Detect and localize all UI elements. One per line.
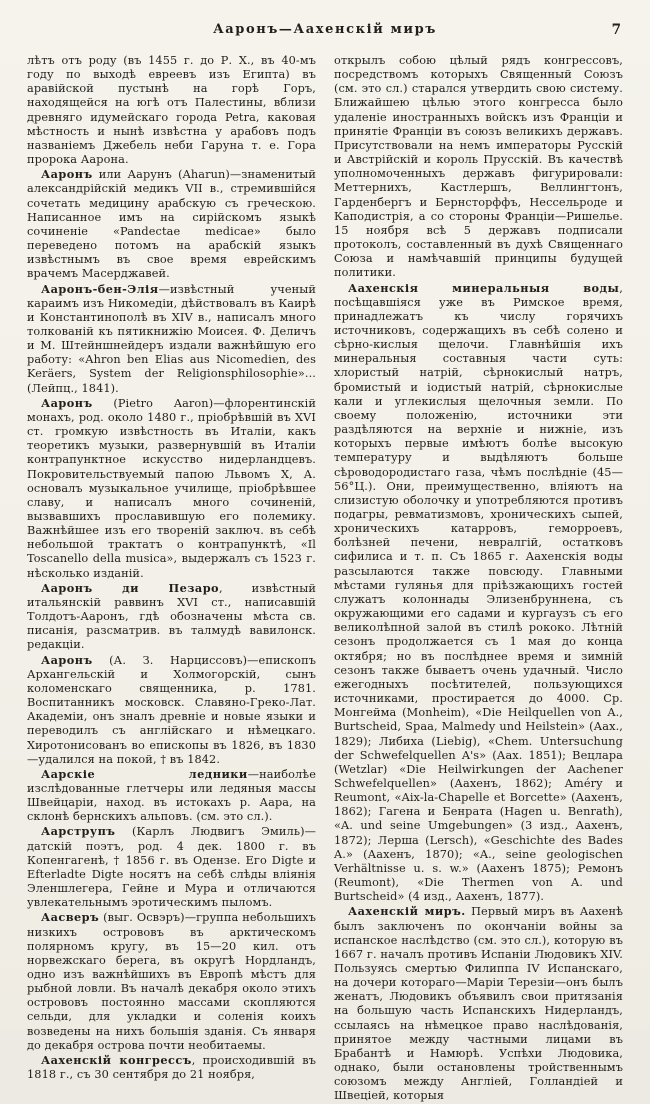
entry-paragraph: Аахенскія минеральныя воды, посѣщавшіяся уже въ Римское время, принадлежатъ къ числу горячихъ источниковъ, содержащихъ въ себѣ солено и сѣрно-кислыя щелочи. Главнѣйшія ихъ минеральныя составныя части суть: хлористый натрій, сѣрнокислый натръ, бромистый и іодистый натрій, сѣрнокислые кали и углекислыя щелочныя земли. По своему положенію, источники эти раздѣляются на верхніе и нижніе, изъ которыхъ первые имѣютъ болѣе высокую температуру и выдѣляютъ больше сѣроводородистаго газа, чѣмъ послѣдніе (45—56°Ц.). Они, преимущественно, вліяютъ на слизистую оболочку и употребляются противъ подагры, ревматизмовъ, хроническихъ сыпей, хроническихъ катарровъ, геморроевъ, болѣзней печени, невралгій, остатковъ сифилиса и т. п. Съ 1865 г. Аахенскія воды разсылаются также повсюду. Главными мѣстами гулянья для пріѣзжающихъ гостей служатъ колоннады Элизенбруннена, съ окружающими его садами и кургаузъ съ его великолѣпной залой въ стилѣ рококо. Лѣтній сезонъ продолжается съ 1 мая до конца октября; но въ послѣднее время и зимній сезонъ также бываетъ очень удачный. Число ежегодныхъ посѣтителей, пользующихся источниками, простирается до 4000. Ср. Монгейма (Monheim), «Die Heilquellen von A., Burtscheid, Spaa, Malmedy und Heilstein» (Аах., 1829); Либиха (Liebig), «Chem. Untersuchung der Schwefelquellen A's» (Аах. 1851); Вецлара (Wetzlar) «Die Heilwirkungen der Aachener Schwefelquellen» (Аахенъ, 1862); Améry и Reumont, «Aix-la-Chapelle et Borcette» (Аахенъ, 1862); Гагена и Бенрата (Hagen u. Benrath), «A. und seine Umgebungen» (3 изд., Аахенъ, 1872); Лерша (Lersch), «Geschichte des Bades A.» (Аахенъ, 1870); «A., seine geologischen Verhältnisse u. s. w.» (Аахенъ 1875); Ремонъ (Reumont), «Die Thermen von A. und Burtscheid» (4 изд., Аахенъ, 1877). [334, 280, 623, 904]
continuation-paragraph: лѣтъ отъ роду (въ 1455 г. до Р. Х., въ 40-мъ году по выходѣ евреевъ изъ Египта) въ аравійской пустынѣ на горѣ Горъ, находящейся на югѣ отъ Палестины, вблизи древняго идумейскаго города Petra, каковая мѣстность и нынѣ извѣстна у арабовъ подъ названіемъ Джебель неби Гаруна т. е. Гора пророка Аарона. [27, 54, 316, 167]
entry-paragraph: Ааронъ (А. З. Нарциссовъ)—епископъ Архангельскій и Холмогорскій, сынъ коломенскаго священника, р. 1781. Воспитанникъ московск. Славяно-Греко-Лат. Академіи, онъ зналъ древніе и новые языки и переводилъ съ англійскаго и нѣмецкаго. Хиротонисованъ во епископы въ 1826, въ 1830—удалился на покой, † въ 1842. [27, 652, 316, 766]
entry-headword: Аасверъ [41, 910, 100, 925]
entry-paragraph: Аахенскій миръ. Первый миръ въ Аахенѣ былъ заключенъ по окончаніи войны за испанское наслѣдство (см. это сл.), которую въ 1667 г. началъ противъ Испаніи Людовикъ XIV. Пользуясь смертью Филиппа IV Испанскаго, на дочери котораго—Маріи Терезіи—онъ былъ женатъ, Людовикъ объявилъ свои притязанія на большую часть Испанскихъ Нидерландъ, ссылаясь на нѣмецкое право наслѣдованія, принятое между частными лицами въ Брабантѣ и Намюрѣ. Успѣхи Людовика, однако, были остановлены тройственнымъ союзомъ между Англіей, Голландіей и Швеціей, которыя [334, 904, 624, 1103]
entry-headword: Аарскіе ледники [41, 766, 248, 781]
entry-headword: Ааронъ [41, 395, 93, 410]
entry-headword: Аахенскія минеральныя воды [348, 280, 620, 295]
entry-paragraph: Ааронъ-бен-Элія—извѣстный ученый караимъ изъ Никомедіи, дѣйствовалъ въ Каирѣ и Константинополѣ въ XIV в., написалъ много толкованій къ пятикнижію Моисея. Ф. Деличъ и М. Штейншнейдеръ издали важнѣйшую его работу: «Ahron ben Elias aus Nicomedien, des Keräers, System der Religionsphilosophie»... (Лейпц., 1841). [27, 281, 316, 395]
continuation-paragraph: открылъ собою цѣлый рядъ конгрессовъ, посредствомъ которыхъ Священный Союзъ (см. это сл.) старался утвердить свою систему. Ближайшею цѣлью этого конгресса было удаленіе иностранныхъ войскъ изъ Франціи и принятіе Франціи въ союзъ великихъ державъ. Присутствовали на немъ императоры Русскій и Австрійскій и король Прусскій. Въ качествѣ уполномоченныхъ державъ фигурировали: Меттернихъ, Кастлершъ, Веллингтонъ, Гарденбергъ и Бернсторффъ, Нессельроде и Каподистрія, а со стороны Франціи—Ришелье. 15 ноября всѣ 5 державъ подписали протоколъ, составленный въ духѣ Священнаго Союза и намѣчавшій принципы будущей политики. [334, 54, 623, 280]
right-column [334, 54, 623, 1104]
entry-paragraph: Ааронъ или Аарунъ (Aharun)—знаменитый александрійскій медикъ VII в., стремившійся сочетать медицину арабскую съ греческою. Написанное имъ на сирійскомъ языкѣ сочиненіе «Pandectae medicae» было переведено потомъ на арабскій языкъ извѣстнымъ въ свое время еврейскимъ врачемъ Масерджавей. [27, 167, 316, 281]
left-column [27, 54, 316, 1104]
entry-headword: Аахенскій миръ. [348, 904, 466, 919]
running-head [27, 22, 623, 42]
entry-paragraph: Аарскіе ледники—наиболѣе изслѣдованные глетчеры или ледяныя массы Швейцаріи, наход. въ истокахъ р. Аара, на склонѣ бернскихъ альповъ. (см. это сл.). [27, 766, 316, 824]
entry-headword: Ааронъ-бен-Элія [41, 281, 159, 296]
entry-paragraph: Аарструпъ (Карлъ Людвигъ Эмиль)—датскій поэтъ, род. 4 дек. 1800 г. въ Копенгагенѣ, † 1856 г. въ Одензе. Его Digte и Efterladte Digte носятъ на себѣ слѣды вліянія Эленшлегера, Гейне и Мура и отличаются увлекательнымъ эротическимъ пыломъ. [27, 824, 316, 910]
entry-headword: Аарструпъ [41, 824, 116, 839]
entry-headword: Ааронъ [41, 652, 93, 667]
entry-headword: Аахенскій конгрессъ [41, 1052, 192, 1067]
entry-paragraph: Ааронъ ди Пезаро, извѣстный итальянскій раввинъ XVI ст., написавшій Толдотъ-Ааронъ, гдѣ обозначены мѣста св. писанія, разсматрив. въ талмудѣ вавилонск. редакціи. [27, 580, 316, 652]
entry-headword: Ааронъ ди Пезаро [41, 580, 220, 595]
running-head-title: Ааронъ—Аахенскій миръ [213, 22, 437, 37]
entry-headword: Ааронъ [41, 167, 93, 182]
entry-paragraph: Аахенскій конгрессъ, происходившій въ 1818 г., съ 30 сентября до 21 ноября, [27, 1052, 316, 1082]
text-columns [27, 54, 623, 1104]
page-number: 7 [611, 22, 621, 38]
entry-paragraph: Ааронъ (Pietro Aaron)—флорентинскій монахъ, род. около 1480 г., пріобрѣвшій въ XVI ст. громкую извѣстность въ Италіи, какъ теоретикъ музыки, развернувшій въ Италіи контрапунктное искусство нидерландцевъ. Покровительствуемый папою Львомъ X, А. основалъ музыкальное училище, пріобрѣвшее славу, и написалъ много сочиненій, вызвавшихъ прославившую его полемику. Важнѣйшее изъ его твореній заключ. въ себѣ небольшой трактатъ о контрапунктѣ, «Il Toscanello della musica», выдержалъ съ 1523 г. нѣсколько изданій. [27, 395, 316, 580]
entry-paragraph: Аасверъ (выг. Освэръ)—группа небольшихъ низкихъ острововъ въ арктическомъ полярномъ кругу, въ 15—20 кил. отъ норвежскаго берега, въ округѣ Нордландъ, одно изъ важнѣйшихъ въ Европѣ мѣстъ для рыбной ловли. Въ началѣ декабря около этихъ острововъ постоянно массами скопляются сельди, для укладки и соленія коихъ возведены на нихъ большія зданія. Съ января до декабря острова почти необитаемы. [27, 910, 316, 1052]
